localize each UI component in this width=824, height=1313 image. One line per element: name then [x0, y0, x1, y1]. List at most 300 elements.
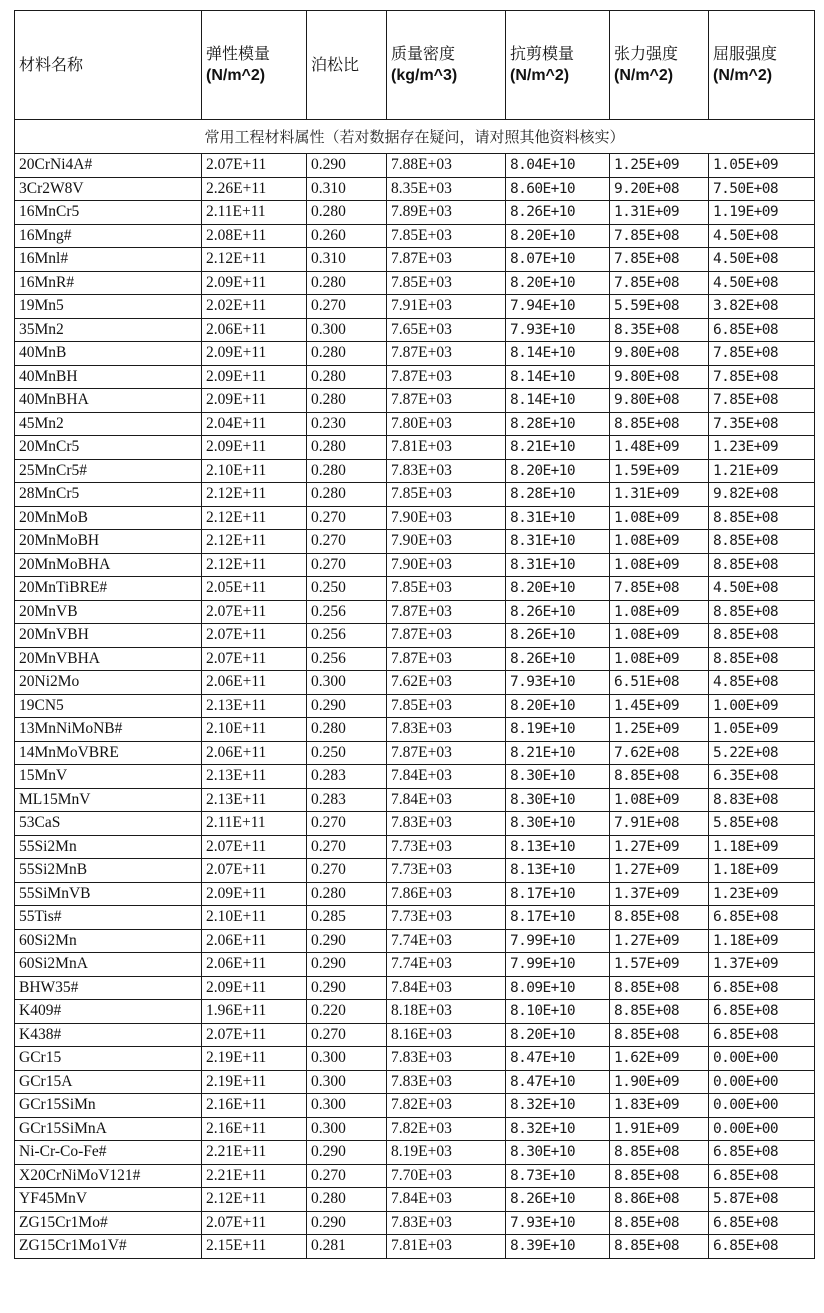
cell-mass-density: 7.83E+03 — [387, 459, 506, 483]
cell-tensile-strength: 8.35E+08 — [610, 318, 709, 342]
cell-poisson-ratio: 0.270 — [307, 530, 387, 554]
cell-poisson-ratio: 0.300 — [307, 1117, 387, 1141]
cell-shear-modulus: 7.93E+10 — [506, 671, 610, 695]
cell-yield-strength: 6.85E+08 — [709, 1211, 815, 1235]
cell-mass-density: 7.70E+03 — [387, 1164, 506, 1188]
cell-poisson-ratio: 0.310 — [307, 248, 387, 272]
cell-material-name: 35Mn2 — [15, 318, 202, 342]
cell-shear-modulus: 7.99E+10 — [506, 953, 610, 977]
cell-poisson-ratio: 0.283 — [307, 765, 387, 789]
cell-tensile-strength: 1.08E+09 — [610, 600, 709, 624]
cell-mass-density: 7.83E+03 — [387, 718, 506, 742]
cell-elastic-modulus: 1.96E+11 — [202, 1000, 307, 1024]
table-row — [15, 365, 815, 389]
table-row — [15, 483, 815, 507]
cell-shear-modulus: 8.30E+10 — [506, 1141, 610, 1165]
cell-tensile-strength: 1.25E+09 — [610, 718, 709, 742]
cell-mass-density: 7.87E+03 — [387, 365, 506, 389]
material-properties-table — [14, 10, 815, 1259]
cell-mass-density: 7.90E+03 — [387, 530, 506, 554]
cell-mass-density: 7.84E+03 — [387, 765, 506, 789]
cell-material-name: 16Mng# — [15, 224, 202, 248]
cell-material-name: 16MnCr5 — [15, 201, 202, 225]
cell-tensile-strength: 1.31E+09 — [610, 483, 709, 507]
cell-mass-density: 7.84E+03 — [387, 1188, 506, 1212]
cell-mass-density: 7.83E+03 — [387, 1211, 506, 1235]
cell-yield-strength: 1.37E+09 — [709, 953, 815, 977]
cell-shear-modulus: 8.30E+10 — [506, 788, 610, 812]
cell-poisson-ratio: 0.280 — [307, 459, 387, 483]
cell-shear-modulus: 8.20E+10 — [506, 459, 610, 483]
cell-yield-strength: 6.85E+08 — [709, 318, 815, 342]
cell-material-name: 19CN5 — [15, 694, 202, 718]
cell-yield-strength: 6.85E+08 — [709, 1141, 815, 1165]
cell-shear-modulus: 8.04E+10 — [506, 154, 610, 178]
table-row — [15, 318, 815, 342]
cell-elastic-modulus: 2.10E+11 — [202, 906, 307, 930]
cell-poisson-ratio: 0.260 — [307, 224, 387, 248]
cell-shear-modulus: 8.47E+10 — [506, 1047, 610, 1071]
cell-elastic-modulus: 2.06E+11 — [202, 929, 307, 953]
cell-yield-strength: 1.05E+09 — [709, 154, 815, 178]
cell-tensile-strength: 8.85E+08 — [610, 1211, 709, 1235]
cell-poisson-ratio: 0.270 — [307, 506, 387, 530]
cell-elastic-modulus: 2.12E+11 — [202, 553, 307, 577]
cell-shear-modulus: 7.93E+10 — [506, 318, 610, 342]
cell-mass-density: 7.85E+03 — [387, 224, 506, 248]
header-label: 材料名称 — [19, 55, 84, 74]
cell-shear-modulus: 8.32E+10 — [506, 1117, 610, 1141]
table-row — [15, 1117, 815, 1141]
cell-yield-strength: 4.50E+08 — [709, 577, 815, 601]
cell-shear-modulus: 8.13E+10 — [506, 859, 610, 883]
cell-mass-density: 7.87E+03 — [387, 624, 506, 648]
cell-tensile-strength: 5.59E+08 — [610, 295, 709, 319]
cell-shear-modulus: 8.10E+10 — [506, 1000, 610, 1024]
cell-shear-modulus: 8.32E+10 — [506, 1094, 610, 1118]
cell-elastic-modulus: 2.09E+11 — [202, 389, 307, 413]
cell-shear-modulus: 8.14E+10 — [506, 342, 610, 366]
cell-tensile-strength: 8.85E+08 — [610, 1023, 709, 1047]
cell-poisson-ratio: 0.270 — [307, 553, 387, 577]
header-unit: (N/m^2) — [206, 67, 266, 84]
cell-tensile-strength: 1.90E+09 — [610, 1070, 709, 1094]
table-row — [15, 1164, 815, 1188]
cell-material-name: 45Mn2 — [15, 412, 202, 436]
cell-shear-modulus: 8.26E+10 — [506, 1188, 610, 1212]
cell-elastic-modulus: 2.06E+11 — [202, 671, 307, 695]
cell-material-name: 60Si2MnA — [15, 953, 202, 977]
cell-mass-density: 7.85E+03 — [387, 271, 506, 295]
table-row — [15, 154, 815, 178]
cell-poisson-ratio: 0.256 — [307, 624, 387, 648]
cell-material-name: 53CaS — [15, 812, 202, 836]
table-row — [15, 1000, 815, 1024]
table-row — [15, 577, 815, 601]
cell-yield-strength: 7.50E+08 — [709, 177, 815, 201]
cell-material-name: 20Ni2Mo — [15, 671, 202, 695]
cell-tensile-strength: 1.25E+09 — [610, 154, 709, 178]
cell-material-name: 55Si2Mn — [15, 835, 202, 859]
cell-poisson-ratio: 0.300 — [307, 1047, 387, 1071]
header-tensile-strength — [610, 11, 709, 120]
cell-poisson-ratio: 0.290 — [307, 1211, 387, 1235]
cell-elastic-modulus: 2.11E+11 — [202, 812, 307, 836]
cell-mass-density: 7.84E+03 — [387, 976, 506, 1000]
cell-poisson-ratio: 0.270 — [307, 859, 387, 883]
cell-yield-strength: 1.23E+09 — [709, 882, 815, 906]
cell-tensile-strength: 1.48E+09 — [610, 436, 709, 460]
cell-yield-strength: 1.18E+09 — [709, 859, 815, 883]
cell-shear-modulus: 8.26E+10 — [506, 624, 610, 648]
cell-shear-modulus: 8.31E+10 — [506, 530, 610, 554]
cell-yield-strength: 4.50E+08 — [709, 271, 815, 295]
table-row — [15, 741, 815, 765]
cell-material-name: 20MnVBH — [15, 624, 202, 648]
table-row — [15, 859, 815, 883]
cell-shear-modulus: 8.39E+10 — [506, 1235, 610, 1259]
cell-material-name: Ni-Cr-Co-Fe# — [15, 1141, 202, 1165]
cell-elastic-modulus: 2.07E+11 — [202, 1023, 307, 1047]
table-row — [15, 1023, 815, 1047]
table-row — [15, 224, 815, 248]
cell-yield-strength: 7.85E+08 — [709, 342, 815, 366]
cell-mass-density: 7.87E+03 — [387, 600, 506, 624]
cell-elastic-modulus: 2.06E+11 — [202, 953, 307, 977]
cell-poisson-ratio: 0.280 — [307, 718, 387, 742]
cell-material-name: ML15MnV — [15, 788, 202, 812]
cell-elastic-modulus: 2.19E+11 — [202, 1070, 307, 1094]
table-row — [15, 177, 815, 201]
cell-tensile-strength: 7.85E+08 — [610, 577, 709, 601]
table-row — [15, 906, 815, 930]
cell-elastic-modulus: 2.12E+11 — [202, 1188, 307, 1212]
cell-yield-strength: 4.85E+08 — [709, 671, 815, 695]
cell-material-name: GCr15SiMn — [15, 1094, 202, 1118]
cell-mass-density: 7.87E+03 — [387, 248, 506, 272]
cell-mass-density: 7.82E+03 — [387, 1117, 506, 1141]
cell-mass-density: 7.86E+03 — [387, 882, 506, 906]
cell-mass-density: 7.81E+03 — [387, 436, 506, 460]
table-caption: 常用工程材料属性（若对数据存在疑问，请对照其他资料核实） — [15, 120, 815, 154]
cell-elastic-modulus: 2.16E+11 — [202, 1117, 307, 1141]
cell-poisson-ratio: 0.280 — [307, 201, 387, 225]
cell-mass-density: 7.74E+03 — [387, 929, 506, 953]
cell-poisson-ratio: 0.256 — [307, 600, 387, 624]
cell-tensile-strength: 1.08E+09 — [610, 624, 709, 648]
cell-elastic-modulus: 2.06E+11 — [202, 741, 307, 765]
cell-material-name: 20MnMoBHA — [15, 553, 202, 577]
cell-elastic-modulus: 2.05E+11 — [202, 577, 307, 601]
table-row — [15, 295, 815, 319]
cell-elastic-modulus: 2.09E+11 — [202, 436, 307, 460]
cell-material-name: ZG15Cr1Mo# — [15, 1211, 202, 1235]
cell-mass-density: 7.87E+03 — [387, 741, 506, 765]
cell-tensile-strength: 1.08E+09 — [610, 553, 709, 577]
cell-material-name: GCr15 — [15, 1047, 202, 1071]
cell-elastic-modulus: 2.12E+11 — [202, 530, 307, 554]
cell-material-name: 40MnBH — [15, 365, 202, 389]
cell-mass-density: 7.88E+03 — [387, 154, 506, 178]
cell-elastic-modulus: 2.13E+11 — [202, 765, 307, 789]
cell-yield-strength: 0.00E+00 — [709, 1070, 815, 1094]
cell-shear-modulus: 8.13E+10 — [506, 835, 610, 859]
cell-tensile-strength: 7.85E+08 — [610, 224, 709, 248]
material-properties-sheet — [14, 10, 814, 1259]
cell-elastic-modulus: 2.16E+11 — [202, 1094, 307, 1118]
cell-poisson-ratio: 0.290 — [307, 154, 387, 178]
cell-yield-strength: 8.85E+08 — [709, 624, 815, 648]
cell-yield-strength: 1.05E+09 — [709, 718, 815, 742]
cell-tensile-strength: 8.85E+08 — [610, 765, 709, 789]
cell-elastic-modulus: 2.07E+11 — [202, 600, 307, 624]
cell-mass-density: 7.73E+03 — [387, 859, 506, 883]
cell-mass-density: 8.35E+03 — [387, 177, 506, 201]
cell-elastic-modulus: 2.09E+11 — [202, 365, 307, 389]
cell-elastic-modulus: 2.15E+11 — [202, 1235, 307, 1259]
table-row — [15, 1094, 815, 1118]
header-label: 张力强度 — [614, 44, 679, 63]
cell-elastic-modulus: 2.09E+11 — [202, 976, 307, 1000]
cell-yield-strength: 8.85E+08 — [709, 553, 815, 577]
cell-material-name: 60Si2Mn — [15, 929, 202, 953]
cell-poisson-ratio: 0.300 — [307, 1094, 387, 1118]
cell-yield-strength: 6.85E+08 — [709, 1164, 815, 1188]
table-row — [15, 1235, 815, 1259]
cell-shear-modulus: 8.20E+10 — [506, 271, 610, 295]
cell-yield-strength: 3.82E+08 — [709, 295, 815, 319]
cell-elastic-modulus: 2.09E+11 — [202, 342, 307, 366]
cell-mass-density: 7.90E+03 — [387, 506, 506, 530]
table-row — [15, 412, 815, 436]
table-row — [15, 506, 815, 530]
cell-shear-modulus: 8.30E+10 — [506, 812, 610, 836]
table-row — [15, 248, 815, 272]
table-row — [15, 1188, 815, 1212]
cell-tensile-strength: 8.85E+08 — [610, 1235, 709, 1259]
cell-material-name: 28MnCr5 — [15, 483, 202, 507]
table-row — [15, 882, 815, 906]
cell-tensile-strength: 8.85E+08 — [610, 906, 709, 930]
cell-poisson-ratio: 0.290 — [307, 694, 387, 718]
table-row — [15, 835, 815, 859]
cell-poisson-ratio: 0.280 — [307, 483, 387, 507]
cell-material-name: 15MnV — [15, 765, 202, 789]
cell-shear-modulus: 8.30E+10 — [506, 765, 610, 789]
table-row — [15, 271, 815, 295]
cell-mass-density: 7.73E+03 — [387, 835, 506, 859]
cell-elastic-modulus: 2.12E+11 — [202, 506, 307, 530]
cell-yield-strength: 6.85E+08 — [709, 976, 815, 1000]
caption-row — [15, 120, 815, 154]
cell-shear-modulus: 8.73E+10 — [506, 1164, 610, 1188]
cell-tensile-strength: 9.80E+08 — [610, 389, 709, 413]
cell-elastic-modulus: 2.07E+11 — [202, 154, 307, 178]
cell-elastic-modulus: 2.07E+11 — [202, 647, 307, 671]
cell-poisson-ratio: 0.310 — [307, 177, 387, 201]
header-material-name — [15, 11, 202, 120]
cell-yield-strength: 1.21E+09 — [709, 459, 815, 483]
cell-yield-strength: 0.00E+00 — [709, 1117, 815, 1141]
cell-yield-strength: 5.87E+08 — [709, 1188, 815, 1212]
cell-material-name: 20MnMoB — [15, 506, 202, 530]
cell-mass-density: 7.82E+03 — [387, 1094, 506, 1118]
cell-mass-density: 7.81E+03 — [387, 1235, 506, 1259]
cell-yield-strength: 1.23E+09 — [709, 436, 815, 460]
cell-shear-modulus: 8.20E+10 — [506, 577, 610, 601]
header-label: 弹性模量 — [206, 44, 271, 63]
cell-tensile-strength: 8.85E+08 — [610, 976, 709, 1000]
cell-poisson-ratio: 0.270 — [307, 835, 387, 859]
table-row — [15, 647, 815, 671]
cell-shear-modulus: 8.09E+10 — [506, 976, 610, 1000]
cell-yield-strength: 6.35E+08 — [709, 765, 815, 789]
cell-tensile-strength: 8.85E+08 — [610, 1141, 709, 1165]
cell-poisson-ratio: 0.290 — [307, 953, 387, 977]
cell-material-name: YF45MnV — [15, 1188, 202, 1212]
cell-yield-strength: 1.00E+09 — [709, 694, 815, 718]
cell-mass-density: 8.16E+03 — [387, 1023, 506, 1047]
cell-mass-density: 7.62E+03 — [387, 671, 506, 695]
cell-material-name: 16MnR# — [15, 271, 202, 295]
table-row — [15, 1141, 815, 1165]
cell-shear-modulus: 8.31E+10 — [506, 553, 610, 577]
cell-poisson-ratio: 0.283 — [307, 788, 387, 812]
cell-poisson-ratio: 0.281 — [307, 1235, 387, 1259]
cell-elastic-modulus: 2.04E+11 — [202, 412, 307, 436]
cell-material-name: 20MnVBHA — [15, 647, 202, 671]
table-row — [15, 718, 815, 742]
cell-material-name: 55SiMnVB — [15, 882, 202, 906]
header-poisson-ratio — [307, 11, 387, 120]
cell-material-name: K438# — [15, 1023, 202, 1047]
cell-tensile-strength: 1.27E+09 — [610, 835, 709, 859]
header-elastic-modulus — [202, 11, 307, 120]
cell-poisson-ratio: 0.290 — [307, 1141, 387, 1165]
table-row — [15, 765, 815, 789]
table-row — [15, 201, 815, 225]
cell-shear-modulus: 8.26E+10 — [506, 647, 610, 671]
cell-yield-strength: 7.35E+08 — [709, 412, 815, 436]
cell-shear-modulus: 8.14E+10 — [506, 389, 610, 413]
cell-poisson-ratio: 0.280 — [307, 271, 387, 295]
cell-tensile-strength: 1.83E+09 — [610, 1094, 709, 1118]
header-label: 屈服强度 — [713, 44, 778, 63]
cell-tensile-strength: 1.62E+09 — [610, 1047, 709, 1071]
cell-yield-strength: 8.83E+08 — [709, 788, 815, 812]
cell-mass-density: 7.80E+03 — [387, 412, 506, 436]
cell-mass-density: 7.83E+03 — [387, 1047, 506, 1071]
cell-tensile-strength: 1.31E+09 — [610, 201, 709, 225]
cell-mass-density: 7.90E+03 — [387, 553, 506, 577]
cell-mass-density: 7.74E+03 — [387, 953, 506, 977]
cell-yield-strength: 8.85E+08 — [709, 647, 815, 671]
cell-material-name: 20MnTiBRE# — [15, 577, 202, 601]
cell-yield-strength: 5.22E+08 — [709, 741, 815, 765]
cell-material-name: BHW35# — [15, 976, 202, 1000]
cell-shear-modulus: 8.21E+10 — [506, 741, 610, 765]
cell-yield-strength: 0.00E+00 — [709, 1047, 815, 1071]
cell-tensile-strength: 7.62E+08 — [610, 741, 709, 765]
cell-yield-strength: 1.19E+09 — [709, 201, 815, 225]
cell-shear-modulus: 7.94E+10 — [506, 295, 610, 319]
cell-material-name: GCr15SiMnA — [15, 1117, 202, 1141]
cell-material-name: 20MnVB — [15, 600, 202, 624]
table-row — [15, 788, 815, 812]
cell-tensile-strength: 1.08E+09 — [610, 530, 709, 554]
cell-tensile-strength: 7.85E+08 — [610, 271, 709, 295]
cell-tensile-strength: 1.59E+09 — [610, 459, 709, 483]
cell-elastic-modulus: 2.09E+11 — [202, 882, 307, 906]
cell-tensile-strength: 8.85E+08 — [610, 412, 709, 436]
cell-poisson-ratio: 0.280 — [307, 882, 387, 906]
table-row — [15, 530, 815, 554]
cell-elastic-modulus: 2.08E+11 — [202, 224, 307, 248]
cell-elastic-modulus: 2.13E+11 — [202, 788, 307, 812]
cell-poisson-ratio: 0.250 — [307, 577, 387, 601]
cell-yield-strength: 6.85E+08 — [709, 1023, 815, 1047]
cell-elastic-modulus: 2.07E+11 — [202, 1211, 307, 1235]
cell-material-name: 40MnBHA — [15, 389, 202, 413]
cell-material-name: 55Tis# — [15, 906, 202, 930]
table-row — [15, 1211, 815, 1235]
cell-elastic-modulus: 2.26E+11 — [202, 177, 307, 201]
cell-mass-density: 7.91E+03 — [387, 295, 506, 319]
cell-tensile-strength: 1.91E+09 — [610, 1117, 709, 1141]
cell-poisson-ratio: 0.230 — [307, 412, 387, 436]
cell-material-name: 20MnMoBH — [15, 530, 202, 554]
table-row — [15, 671, 815, 695]
cell-material-name: 40MnB — [15, 342, 202, 366]
header-mass-density — [387, 11, 506, 120]
cell-mass-density: 7.65E+03 — [387, 318, 506, 342]
cell-poisson-ratio: 0.250 — [307, 741, 387, 765]
cell-mass-density: 7.83E+03 — [387, 812, 506, 836]
cell-shear-modulus: 8.14E+10 — [506, 365, 610, 389]
cell-elastic-modulus: 2.07E+11 — [202, 859, 307, 883]
cell-yield-strength: 4.50E+08 — [709, 248, 815, 272]
cell-shear-modulus: 8.60E+10 — [506, 177, 610, 201]
cell-mass-density: 7.85E+03 — [387, 483, 506, 507]
cell-elastic-modulus: 2.09E+11 — [202, 271, 307, 295]
cell-shear-modulus: 8.20E+10 — [506, 1023, 610, 1047]
cell-shear-modulus: 8.20E+10 — [506, 224, 610, 248]
cell-tensile-strength: 1.08E+09 — [610, 647, 709, 671]
table-row — [15, 624, 815, 648]
cell-material-name: 14MnMoVBRE — [15, 741, 202, 765]
header-unit: (N/m^2) — [614, 67, 674, 84]
header-shear-modulus — [506, 11, 610, 120]
cell-poisson-ratio: 0.285 — [307, 906, 387, 930]
cell-shear-modulus: 8.31E+10 — [506, 506, 610, 530]
cell-tensile-strength: 1.27E+09 — [610, 859, 709, 883]
cell-material-name: 55Si2MnB — [15, 859, 202, 883]
table-row — [15, 812, 815, 836]
cell-elastic-modulus: 2.06E+11 — [202, 318, 307, 342]
cell-shear-modulus: 8.07E+10 — [506, 248, 610, 272]
cell-mass-density: 7.85E+03 — [387, 577, 506, 601]
cell-yield-strength: 0.00E+00 — [709, 1094, 815, 1118]
cell-yield-strength: 4.50E+08 — [709, 224, 815, 248]
cell-tensile-strength: 1.08E+09 — [610, 506, 709, 530]
cell-elastic-modulus: 2.07E+11 — [202, 624, 307, 648]
cell-tensile-strength: 7.91E+08 — [610, 812, 709, 836]
cell-mass-density: 7.87E+03 — [387, 342, 506, 366]
cell-poisson-ratio: 0.270 — [307, 1164, 387, 1188]
cell-poisson-ratio: 0.270 — [307, 1023, 387, 1047]
cell-mass-density: 7.84E+03 — [387, 788, 506, 812]
cell-yield-strength: 6.85E+08 — [709, 1235, 815, 1259]
